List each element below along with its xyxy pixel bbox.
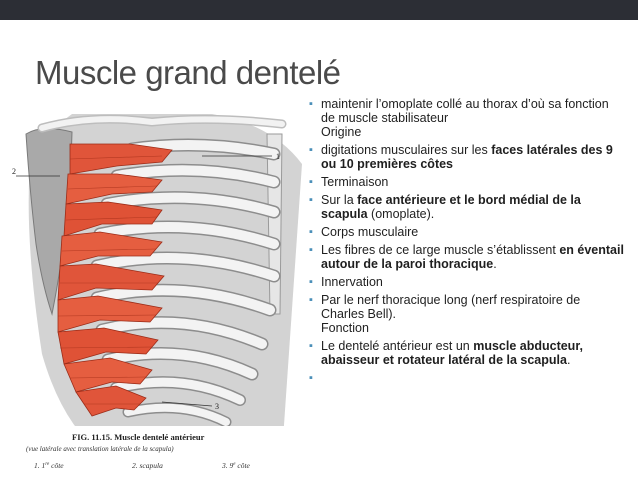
figure-legend-2: 2. scapula: [132, 461, 163, 470]
top-bar: [0, 0, 638, 20]
bullet-item: [306, 143, 626, 171]
bullet-dot-icon: ▪: [309, 144, 313, 156]
bullet-dot-icon: ▪: [309, 226, 313, 238]
bullet-item: [306, 193, 626, 221]
bullet-dot-icon: ▪: [309, 276, 313, 288]
bullet-item: [306, 275, 626, 289]
bullet-item: [306, 243, 626, 271]
bullet-dot-icon: ▪: [309, 98, 313, 110]
bullet-item: [306, 321, 626, 335]
bullet-text: Corps musculaire: [321, 225, 419, 239]
bullet-text: Terminaison: [321, 175, 389, 189]
bullet-text: Par le nerf thoracique long (nerf respiratoire de Charles Bell).: [321, 293, 581, 321]
bullet-dot-icon: ▪: [309, 244, 313, 256]
label-3: 3: [215, 402, 219, 411]
bullet-text: Les fibres de ce large muscle s’établissent en éventail autour de la paroi thoracique.: [321, 243, 624, 271]
bullet-dot-icon: ▪: [309, 176, 313, 188]
bullet-text: Fonction: [321, 321, 369, 335]
bullet-item: [306, 293, 626, 321]
anatomy-figure: [12, 104, 310, 476]
bullet-dot-icon: ▪: [309, 340, 313, 352]
bullet-text: digitations musculaires sur les faces latérales des 9 ou 10 premières côtes: [321, 143, 613, 171]
bullet-text: Innervation: [321, 275, 383, 289]
bullet-item: [306, 339, 626, 367]
bullet-item: [306, 225, 626, 239]
bullet-item: [306, 125, 626, 139]
figure-legend-1: 1. 1re côte: [34, 461, 64, 470]
bullet-text: Sur la face antérieure et le bord médial de la scapula (omoplate).: [321, 193, 581, 221]
label-2: 2: [12, 167, 16, 176]
serratus-anterior-illustration: [12, 104, 310, 476]
bullet-text: maintenir l’omoplate collé au thorax d’où sa fonction de muscle stabilisateur: [321, 97, 609, 125]
bullet-dot-icon: ▪: [309, 294, 313, 306]
bullet-item: [306, 175, 626, 189]
bullet-dot-icon: ▪: [309, 372, 313, 384]
bullet-item: [306, 97, 626, 125]
bullet-list: [306, 97, 626, 384]
figure-caption: FIG. 11.15. Muscle dentelé antérieur: [72, 432, 205, 442]
slide-title: Muscle grand dentelé: [35, 54, 341, 91]
label-1: 1: [276, 152, 280, 161]
bullet-text: Origine: [321, 125, 362, 139]
figure-legend-3: 3. 9e côte: [222, 461, 250, 470]
bullet-dot-icon: ▪: [309, 194, 313, 206]
figure-subcaption: (vue latérale avec translation latérale de la scapula): [26, 445, 174, 453]
bullet-text: Le dentelé antérieur est un muscle abducteur, abaisseur et rotateur latéral de la scapula.: [321, 339, 583, 367]
